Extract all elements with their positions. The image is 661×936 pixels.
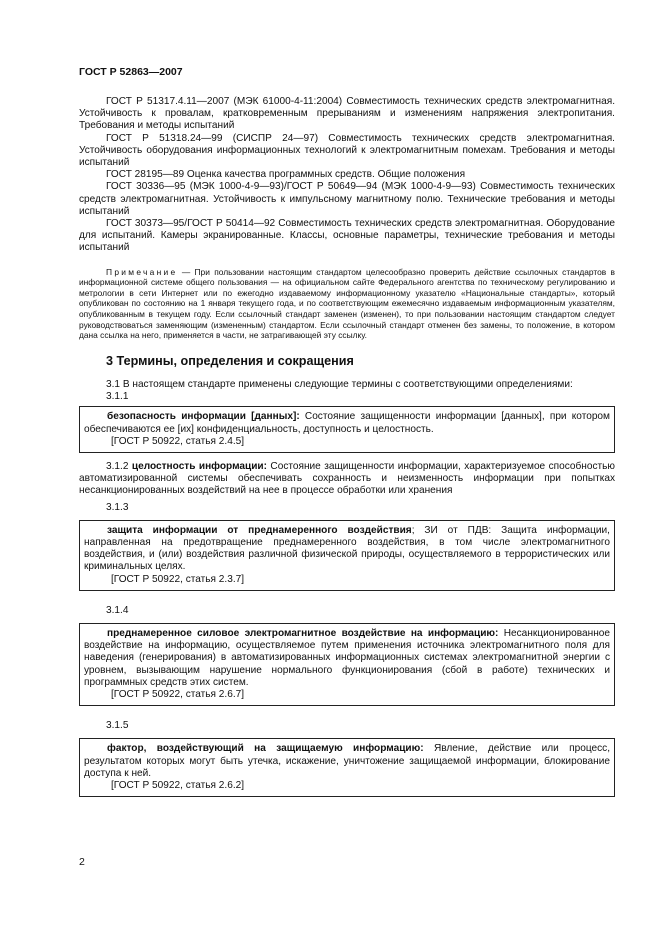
term-box <box>79 520 615 591</box>
document-header: ГОСТ Р 52863—2007 <box>79 66 183 78</box>
term-box <box>79 738 615 797</box>
term-source: [ГОСТ Р 50922, статья 2.4.5] <box>111 435 245 447</box>
section-title: 3 Термины, определения и сокращения <box>106 353 354 368</box>
term-number: 3.1.2 <box>106 461 129 473</box>
reference-code: ГОСТ Р 51318.24—99 (СИСПР 24—97) <box>106 132 319 144</box>
term-name: защита информации от преднамеренного воздействия <box>107 524 412 536</box>
term-name: преднамеренное силовое электромагнитное воздействие на информацию: <box>107 628 499 640</box>
term-name: целостность информации: <box>131 461 267 473</box>
reference-code: ГОСТ 28195—89 <box>106 169 185 181</box>
term-name: фактор, воздействующий на защищаемую информацию: <box>107 743 424 755</box>
reference-item <box>79 181 615 218</box>
term-number: 3.1.4 <box>106 604 129 616</box>
term-source: [ГОСТ Р 50922, статья 2.6.7] <box>111 689 245 701</box>
term-box <box>79 623 615 706</box>
reference-item <box>79 96 615 133</box>
term-definition <box>84 743 610 780</box>
reference-title: Оценка качества программных средств. Общие положения <box>186 169 466 181</box>
term-definition <box>84 525 610 574</box>
term-text: ; ЗИ от ПДВ: Защита информации, направленная на предотвращение преднамеренного воздействия, в том числе электромагнитного воздействия, и (или) воздействия различной физической природы, осуществляемого в террористических или криминальных целях. <box>84 524 610 573</box>
term-source: [ГОСТ Р 50922, статья 2.6.2] <box>111 780 245 792</box>
term-definition <box>84 628 610 689</box>
term-text: Состояние защищенности информации, характеризуемое способностью автоматизированной системы обеспечивать сохранность и неизменность информации при попытках несанкционированных воздействий на нее в процессе обработки или хранения <box>79 461 615 497</box>
term-definition-plain <box>79 461 615 498</box>
term-number: 3.1.5 <box>106 720 129 732</box>
reference-item <box>79 218 615 255</box>
note-paragraph <box>79 267 615 341</box>
reference-title: Совместимость технических средств электромагнитная. Устойчивость к провалам, кратковременным прерываниям и изменениям напряжения электропитания. Требования и методы испытаний <box>79 96 616 132</box>
term-number: 3.1.3 <box>106 501 129 513</box>
reference-title: Совместимость технических средств электромагнитная. Устойчивость оборудования информационных технологий к электромагнитным помехам. Требования и методы испытаний <box>79 132 615 169</box>
term-box <box>79 406 615 453</box>
page-number: 2 <box>79 856 85 868</box>
term-definition <box>84 411 610 435</box>
reference-code: ГОСТ 30336—95 (МЭК 1000-4-9—93)/ГОСТ Р 50649—94 (МЭК 1000-4-9—93) <box>106 181 476 193</box>
reference-title: Совместимость технических средств электромагнитная. Оборудование для испытаний. Камеры экранированные. Классы, основные параметры, технические требования и методы испытаний <box>79 218 616 254</box>
term-text: Явление, действие или процесс, результатом которых могут быть утечка, искажение, уничтожение защищаемой информации, блокирование доступа к ней. <box>84 743 610 779</box>
term-text: Состояние защищенности информации [данных], при котором обеспечиваются ее [их] конфиденциальность, доступность и целостность. <box>84 411 610 435</box>
note-text: — При пользовании настоящим стандартом целесообразно проверить действие ссылочных стандартов в информационной системе общего пользования — на официальном сайте Федерального агентства по техническому регулированию и метрологии в сети Интернет или по ежегодно издаваемому информационному указателю «Национальные стандарты», который опубликован по состоянию на 1 января текущего года, и по соответствующим ежемесячно издаваемым информационным указателям, опубликованным в текущем году. Если ссылочный стандарт заменен (изменен), то при пользовании настоящим стандартом следует руководствоваться заменяющим (измененным) стандартом. Если ссылочный стандарт отменен без замены, то положение, в котором дана ссылка на него, применяется в части, не затрагивающей эту ссылку. <box>79 266 616 341</box>
document-body <box>79 96 615 797</box>
reference-code: ГОСТ 30373—95/ГОСТ Р 50414—92 <box>106 218 276 230</box>
note-label: Примечание <box>106 266 178 277</box>
section-intro: 3.1 В настоящем стандарте применены следующие термины с соответствующими определениями: <box>106 379 573 390</box>
reference-item <box>79 169 615 181</box>
term-source: [ГОСТ Р 50922, статья 2.3.7] <box>111 573 245 585</box>
term-text: Несанкционированное воздействие на информацию, осуществляемое путем применения источника электромагнитного поля для наведения (генерирования) в автоматизированных информационных системах электромагнитной энергии с уровнем, вызывающим нарушение нормального функционирования (сбой в работе) технических и программных средств этих систем. <box>84 628 610 688</box>
reference-title: Совместимость технических средств электромагнитная. Устойчивость к импульсному магнитному полю. Технические требования и методы испытаний <box>79 181 616 217</box>
term-name: безопасность информации [данных]: <box>107 411 300 423</box>
term-number: 3.1.1 <box>106 391 129 403</box>
reference-code: ГОСТ Р 51317.4.11—2007 (МЭК 61000-4-11:2004) <box>106 96 343 107</box>
reference-item <box>79 133 615 170</box>
